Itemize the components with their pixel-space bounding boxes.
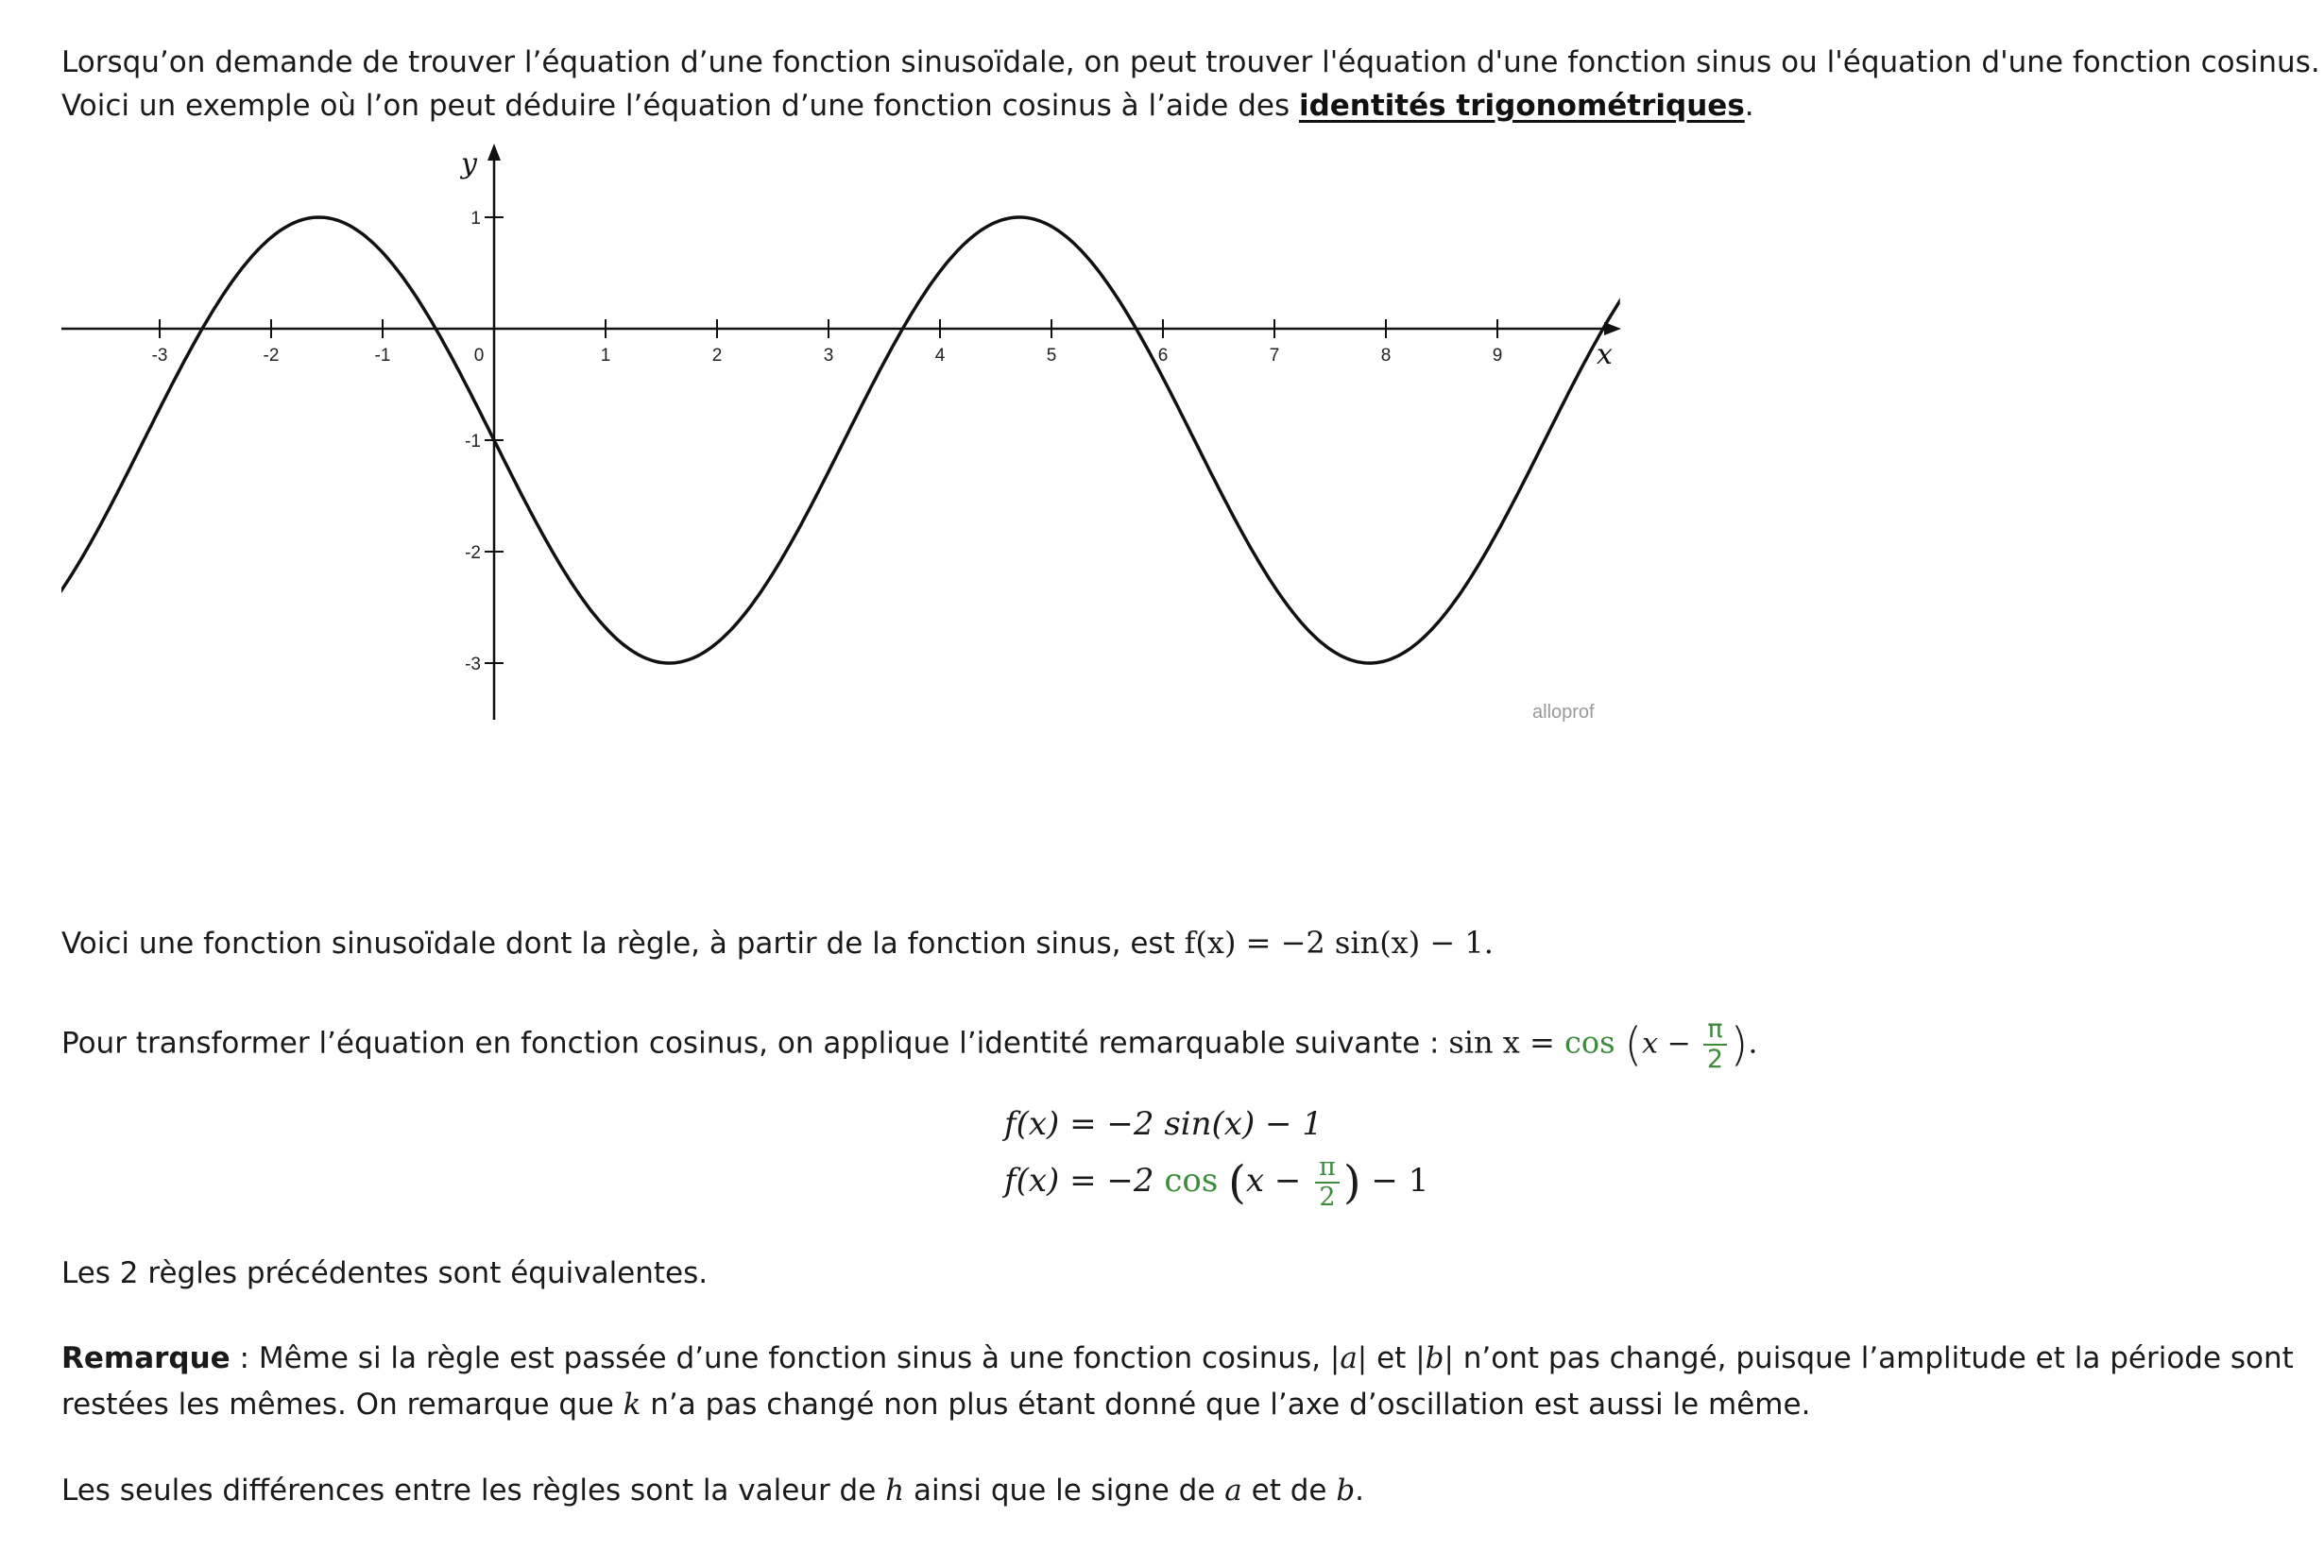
identity-period: . <box>1748 1024 1758 1061</box>
trig-identities-link[interactable]: identités trigonométriques <box>1298 89 1745 123</box>
diff-text-1: Les seules différences entre les règles sont la valeur de <box>61 1474 886 1508</box>
diff-text-2: ainsi que le signe de <box>904 1474 1225 1508</box>
identity-two: 2 <box>1706 1045 1724 1074</box>
y-tick-label: -1 <box>465 432 481 452</box>
paragraph-identity-text: Pour transformer l’équation en fonction cosinus, on applique l’identité remarquable suivante : <box>61 1026 1449 1061</box>
y-axis-label: y <box>461 147 477 180</box>
x-tick-label: 3 <box>823 346 834 366</box>
identity-pi-over-2 <box>1703 1015 1726 1074</box>
remark-text-1: : Même si la règle est passée d’une fonction sinus à une fonction cosinus, <box>230 1341 1330 1375</box>
x-tick-label: -1 <box>374 346 391 366</box>
identity-x-minus: x − <box>1642 1027 1700 1061</box>
remark-text-5: n’a pas changé non plus étant donné que l’axe d’oscillation est aussi le même. <box>641 1388 1811 1422</box>
sinusoid-graph <box>0 0 1644 756</box>
equation-minus-one: − 1 <box>1360 1162 1429 1200</box>
equation-close-paren: ) <box>1342 1156 1361 1209</box>
x-tick-label: 4 <box>934 346 946 366</box>
y-tick-label: -2 <box>465 543 481 563</box>
equation-pi: π <box>1315 1153 1340 1184</box>
intro-line-2-period: . <box>1744 89 1754 123</box>
equation-sine <box>1004 1096 1428 1152</box>
equation-block <box>1004 1096 1428 1212</box>
equation-cosine-lhs: f(x) = −2 <box>1004 1162 1165 1200</box>
paragraph-equivalent: Les 2 règles précédentes sont équivalentes. <box>61 1256 709 1290</box>
y-tick-label: -3 <box>465 655 481 674</box>
equation-cosine-cos: cos <box>1164 1162 1219 1200</box>
remark-text-4: restées les mêmes. On remarque que <box>61 1388 624 1422</box>
equation-x-minus: x − <box>1245 1162 1312 1200</box>
remark-line-2 <box>61 1383 1810 1426</box>
diff-text-3: et de <box>1241 1474 1337 1508</box>
x-tick-label: 7 <box>1269 346 1280 366</box>
paragraph-sine-rule <box>61 921 1494 965</box>
y-axis-arrow <box>487 144 501 161</box>
equation-open-paren: ( <box>1228 1156 1246 1209</box>
x-tick-label: 1 <box>600 346 611 366</box>
identity-cos: cos <box>1564 1024 1615 1061</box>
identity-pi: π <box>1703 1015 1726 1046</box>
identity-open-paren: ( <box>1624 1018 1643 1071</box>
abs-b: |b| <box>1415 1341 1454 1375</box>
var-h: h <box>885 1474 905 1508</box>
x-tick-label: -2 <box>263 346 280 366</box>
remark-line-1 <box>61 1337 2294 1380</box>
x-tick-label: 8 <box>1380 346 1392 366</box>
intro-line-2-text: Voici un exemple où l’on peut déduire l’équation d’une fonction cosinus à l’aide des <box>61 89 1299 123</box>
axes <box>61 144 1621 720</box>
x-axis-label: x <box>1597 338 1613 371</box>
y-tick-label: 1 <box>470 209 481 229</box>
equation-sine-text: f(x) = −2 sin(x) − 1 <box>1004 1105 1323 1143</box>
equation-cosine <box>1004 1152 1428 1212</box>
intro-line-1: Lorsqu’on demande de trouver l’équation d’une fonction sinusoïdale, on peut trouver l'équation d'une fonction sinus ou l'équation d'une fonction cosinus. <box>61 45 2320 79</box>
equation-two: 2 <box>1319 1183 1336 1212</box>
var-b: b <box>1336 1474 1356 1508</box>
paragraph-differences <box>61 1469 1364 1512</box>
diff-text-4: . <box>1355 1474 1365 1508</box>
var-k: k <box>623 1388 641 1422</box>
remark-text-2: et <box>1367 1341 1416 1375</box>
var-a: a <box>1224 1474 1242 1508</box>
x-tick-label: 9 <box>1492 346 1503 366</box>
x-tick-label: 2 <box>711 346 723 366</box>
remark-label: Remarque <box>61 1341 231 1375</box>
sinusoid-curve <box>60 217 1632 663</box>
alloprof-watermark: alloprof <box>1532 702 1595 723</box>
x-tick-label: 6 <box>1157 346 1169 366</box>
abs-a: |a| <box>1329 1341 1368 1375</box>
identity-lhs: sin x = <box>1448 1024 1564 1061</box>
x-tick-label: 0 <box>473 346 485 366</box>
x-tick-label: -3 <box>151 346 168 366</box>
paragraph-sine-rule-text: Voici une fonction sinusoïdale dont la règle, à partir de la fonction sinus, est <box>61 927 1185 961</box>
axis-ticks <box>152 209 1503 674</box>
identity-close-paren: ) <box>1730 1018 1749 1071</box>
paragraph-identity <box>61 1015 1757 1074</box>
remark-text-3: n’ont pas changé, puisque l’amplitude et la période sont <box>1453 1341 2294 1375</box>
x-tick-label: 5 <box>1046 346 1057 366</box>
equation-pi-over-2 <box>1315 1153 1340 1212</box>
sine-rule-math: f(x) = −2 sin(x) − 1. <box>1184 925 1494 961</box>
